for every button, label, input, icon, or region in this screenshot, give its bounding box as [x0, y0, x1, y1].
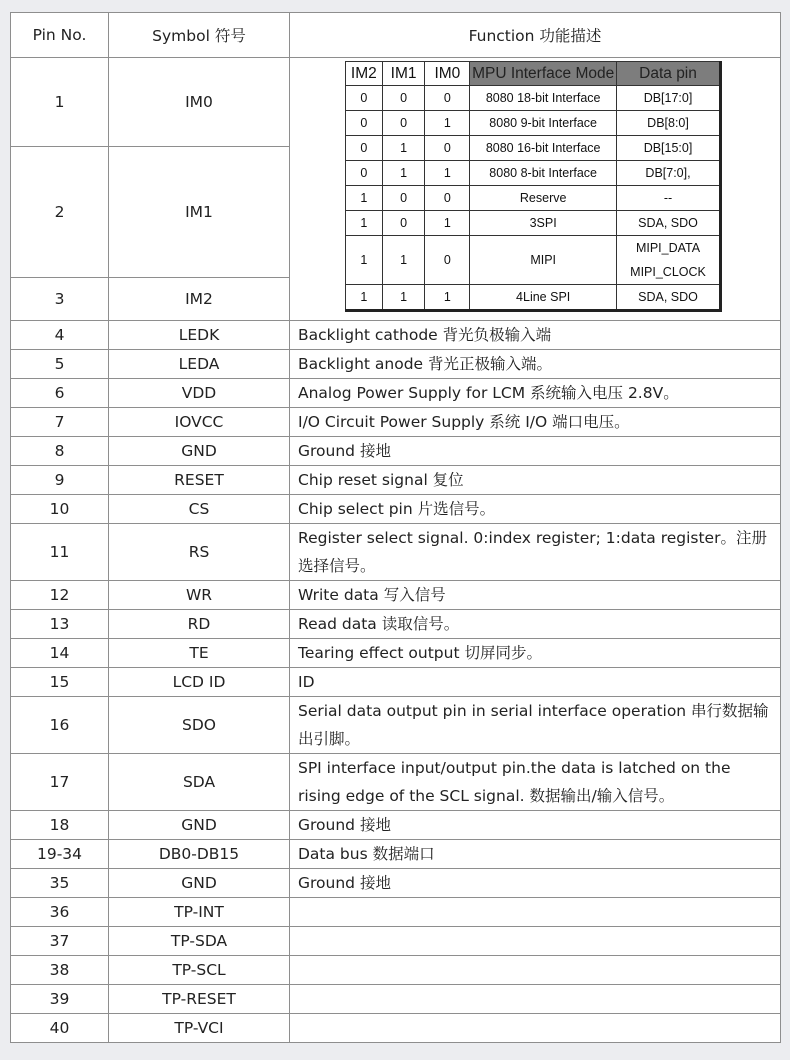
mode-cell: 8080 18-bit Interface: [470, 86, 617, 111]
table-row: [11, 379, 781, 408]
pin-number: 40: [11, 1014, 109, 1043]
pin-number: 3: [11, 278, 109, 321]
pin-number: 36: [11, 898, 109, 927]
mode-cell: DB[15:0]: [617, 136, 721, 161]
pin-symbol: GND: [109, 869, 290, 898]
table-row: [11, 524, 781, 581]
pin-number: 1: [11, 58, 109, 147]
mode-cell: 8080 8-bit Interface: [470, 161, 617, 186]
pin-symbol: SDO: [109, 697, 290, 754]
mode-header-interface: MPU Interface Mode: [470, 62, 617, 86]
mode-row: [346, 86, 721, 111]
pin-number: 11: [11, 524, 109, 581]
mode-cell: 4Line SPI: [470, 285, 617, 311]
mode-header-im1: IM1: [382, 62, 425, 86]
mode-row: [346, 111, 721, 136]
mode-cell: MIPI: [470, 236, 617, 285]
table-row: [11, 754, 781, 811]
pin-function: Backlight cathode 背光负极输入端: [290, 321, 781, 350]
pin-symbol: TE: [109, 639, 290, 668]
pin-function: ID: [290, 668, 781, 697]
pin-function: [290, 1014, 781, 1043]
mode-cell: 0: [425, 86, 470, 111]
pin-function: Read data 读取信号。: [290, 610, 781, 639]
table-row: [11, 840, 781, 869]
mode-row: [346, 285, 721, 311]
mode-cell: 0: [346, 161, 383, 186]
table-row: [11, 1014, 781, 1043]
pin-function: I/O Circuit Power Supply 系统 I/O 端口电压。: [290, 408, 781, 437]
table-row: [11, 927, 781, 956]
pin-symbol: RESET: [109, 466, 290, 495]
pin-number: 35: [11, 869, 109, 898]
pin-symbol: CS: [109, 495, 290, 524]
mode-cell: 0: [382, 186, 425, 211]
mode-cell: 1: [382, 236, 425, 285]
pin-symbol: IOVCC: [109, 408, 290, 437]
mode-cell: 0: [346, 86, 383, 111]
pin-function: Backlight anode 背光正极输入端。: [290, 350, 781, 379]
table-row: [11, 408, 781, 437]
pin-function: Ground 接地: [290, 437, 781, 466]
table-row: [11, 697, 781, 754]
pin-symbol: WR: [109, 581, 290, 610]
pin-function: [290, 956, 781, 985]
pin-number: 19-34: [11, 840, 109, 869]
pin-function: Register select signal. 0:index register; 1:data register。注册选择信号。: [290, 524, 781, 581]
pin-number: 5: [11, 350, 109, 379]
mode-cell: SDA, SDO: [617, 285, 721, 311]
pin-number: 10: [11, 495, 109, 524]
pin-symbol: GND: [109, 437, 290, 466]
pin-number: 2: [11, 147, 109, 278]
table-row: [11, 437, 781, 466]
mode-row: [346, 161, 721, 186]
pin-symbol: LEDA: [109, 350, 290, 379]
table-row: [11, 581, 781, 610]
header-row: [11, 13, 781, 58]
table-row: [11, 898, 781, 927]
pin-symbol: SDA: [109, 754, 290, 811]
pin-number: 8: [11, 437, 109, 466]
pin-number: 15: [11, 668, 109, 697]
pin-function: Data bus 数据端口: [290, 840, 781, 869]
mode-row: [346, 186, 721, 211]
mode-cell: 1: [346, 186, 383, 211]
pin-function: [290, 985, 781, 1014]
mode-cell: MIPI_DATA MIPI_CLOCK: [617, 236, 721, 285]
mode-cell: 3SPI: [470, 211, 617, 236]
pin-function: Chip reset signal 复位: [290, 466, 781, 495]
table-row: [11, 639, 781, 668]
pin-symbol: IM0: [109, 58, 290, 147]
mode-header-im2: IM2: [346, 62, 383, 86]
mode-cell: 1: [382, 161, 425, 186]
pin-symbol: VDD: [109, 379, 290, 408]
pin-number: 39: [11, 985, 109, 1014]
mode-row: [346, 211, 721, 236]
pin-function: SPI interface input/output pin.the data is latched on the rising edge of the SCL signal. 数据输出/输入信号。: [290, 754, 781, 811]
pin-symbol: GND: [109, 811, 290, 840]
pin-symbol: TP-SCL: [109, 956, 290, 985]
table-row: [11, 321, 781, 350]
table-row-im0: [11, 58, 781, 147]
mode-cell: 0: [346, 111, 383, 136]
pin-number: 12: [11, 581, 109, 610]
pin-symbol: TP-SDA: [109, 927, 290, 956]
mode-cell: 0: [425, 236, 470, 285]
header-function: Function 功能描述: [290, 13, 781, 58]
pin-function: [290, 898, 781, 927]
pin-symbol: TP-RESET: [109, 985, 290, 1014]
pin-number: 16: [11, 697, 109, 754]
pin-function: [290, 927, 781, 956]
pin-number: 7: [11, 408, 109, 437]
mode-row: [346, 136, 721, 161]
mode-cell: 0: [346, 136, 383, 161]
pin-symbol: TP-VCI: [109, 1014, 290, 1043]
pin-symbol: RS: [109, 524, 290, 581]
pin-function: Ground 接地: [290, 811, 781, 840]
mode-header-im0: IM0: [425, 62, 470, 86]
mode-cell: 0: [425, 186, 470, 211]
mode-header-row: [346, 62, 721, 86]
pin-symbol: LEDK: [109, 321, 290, 350]
mode-cell: 1: [346, 211, 383, 236]
mode-cell: 8080 9-bit Interface: [470, 111, 617, 136]
pin-number: 37: [11, 927, 109, 956]
pin-number: 17: [11, 754, 109, 811]
pin-symbol: DB0-DB15: [109, 840, 290, 869]
header-pin-no: Pin No.: [11, 13, 109, 58]
mode-cell: 0: [425, 136, 470, 161]
pin-symbol: IM1: [109, 147, 290, 278]
interface-mode-cell: [290, 58, 781, 321]
mode-cell: 0: [382, 86, 425, 111]
mode-cell: DB[8:0]: [617, 111, 721, 136]
mode-cell: --: [617, 186, 721, 211]
mode-cell: 0: [382, 111, 425, 136]
mode-cell: DB[7:0],: [617, 161, 721, 186]
pin-number: 14: [11, 639, 109, 668]
pin-symbol: RD: [109, 610, 290, 639]
pin-number: 38: [11, 956, 109, 985]
mode-cell: 1: [425, 211, 470, 236]
mode-cell: 1: [382, 136, 425, 161]
pin-symbol: TP-INT: [109, 898, 290, 927]
mode-cell: 1: [382, 285, 425, 311]
pin-number: 9: [11, 466, 109, 495]
table-row: [11, 985, 781, 1014]
interface-mode-table: [345, 61, 722, 312]
table-row: [11, 811, 781, 840]
pin-function: Ground 接地: [290, 869, 781, 898]
mode-cell: DB[17:0]: [617, 86, 721, 111]
mode-cell: SDA, SDO: [617, 211, 721, 236]
mode-header-data-pin: Data pin: [617, 62, 721, 86]
mode-cell: 0: [382, 211, 425, 236]
mode-cell: 1: [425, 111, 470, 136]
pin-function: Analog Power Supply for LCM 系统输入电压 2.8V。: [290, 379, 781, 408]
pin-function: Tearing effect output 切屏同步。: [290, 639, 781, 668]
table-row: [11, 956, 781, 985]
table-row: [11, 610, 781, 639]
pin-definition-table: [10, 12, 781, 1043]
table-row: [11, 350, 781, 379]
mode-row: [346, 236, 721, 285]
header-symbol: Symbol 符号: [109, 13, 290, 58]
table-row: [11, 668, 781, 697]
pin-number: 4: [11, 321, 109, 350]
pin-number: 18: [11, 811, 109, 840]
table-row: [11, 495, 781, 524]
pin-symbol: LCD ID: [109, 668, 290, 697]
pin-function: Write data 写入信号: [290, 581, 781, 610]
mode-cell: 1: [346, 285, 383, 311]
mode-cell: 1: [425, 161, 470, 186]
pin-number: 6: [11, 379, 109, 408]
table-row: [11, 869, 781, 898]
mode-cell: Reserve: [470, 186, 617, 211]
pin-function: Chip select pin 片选信号。: [290, 495, 781, 524]
mode-cell: 8080 16-bit Interface: [470, 136, 617, 161]
pin-function: Serial data output pin in serial interface operation 串行数据输出引脚。: [290, 697, 781, 754]
mode-cell: 1: [346, 236, 383, 285]
table-row: [11, 466, 781, 495]
pin-number: 13: [11, 610, 109, 639]
mode-cell: 1: [425, 285, 470, 311]
pin-symbol: IM2: [109, 278, 290, 321]
